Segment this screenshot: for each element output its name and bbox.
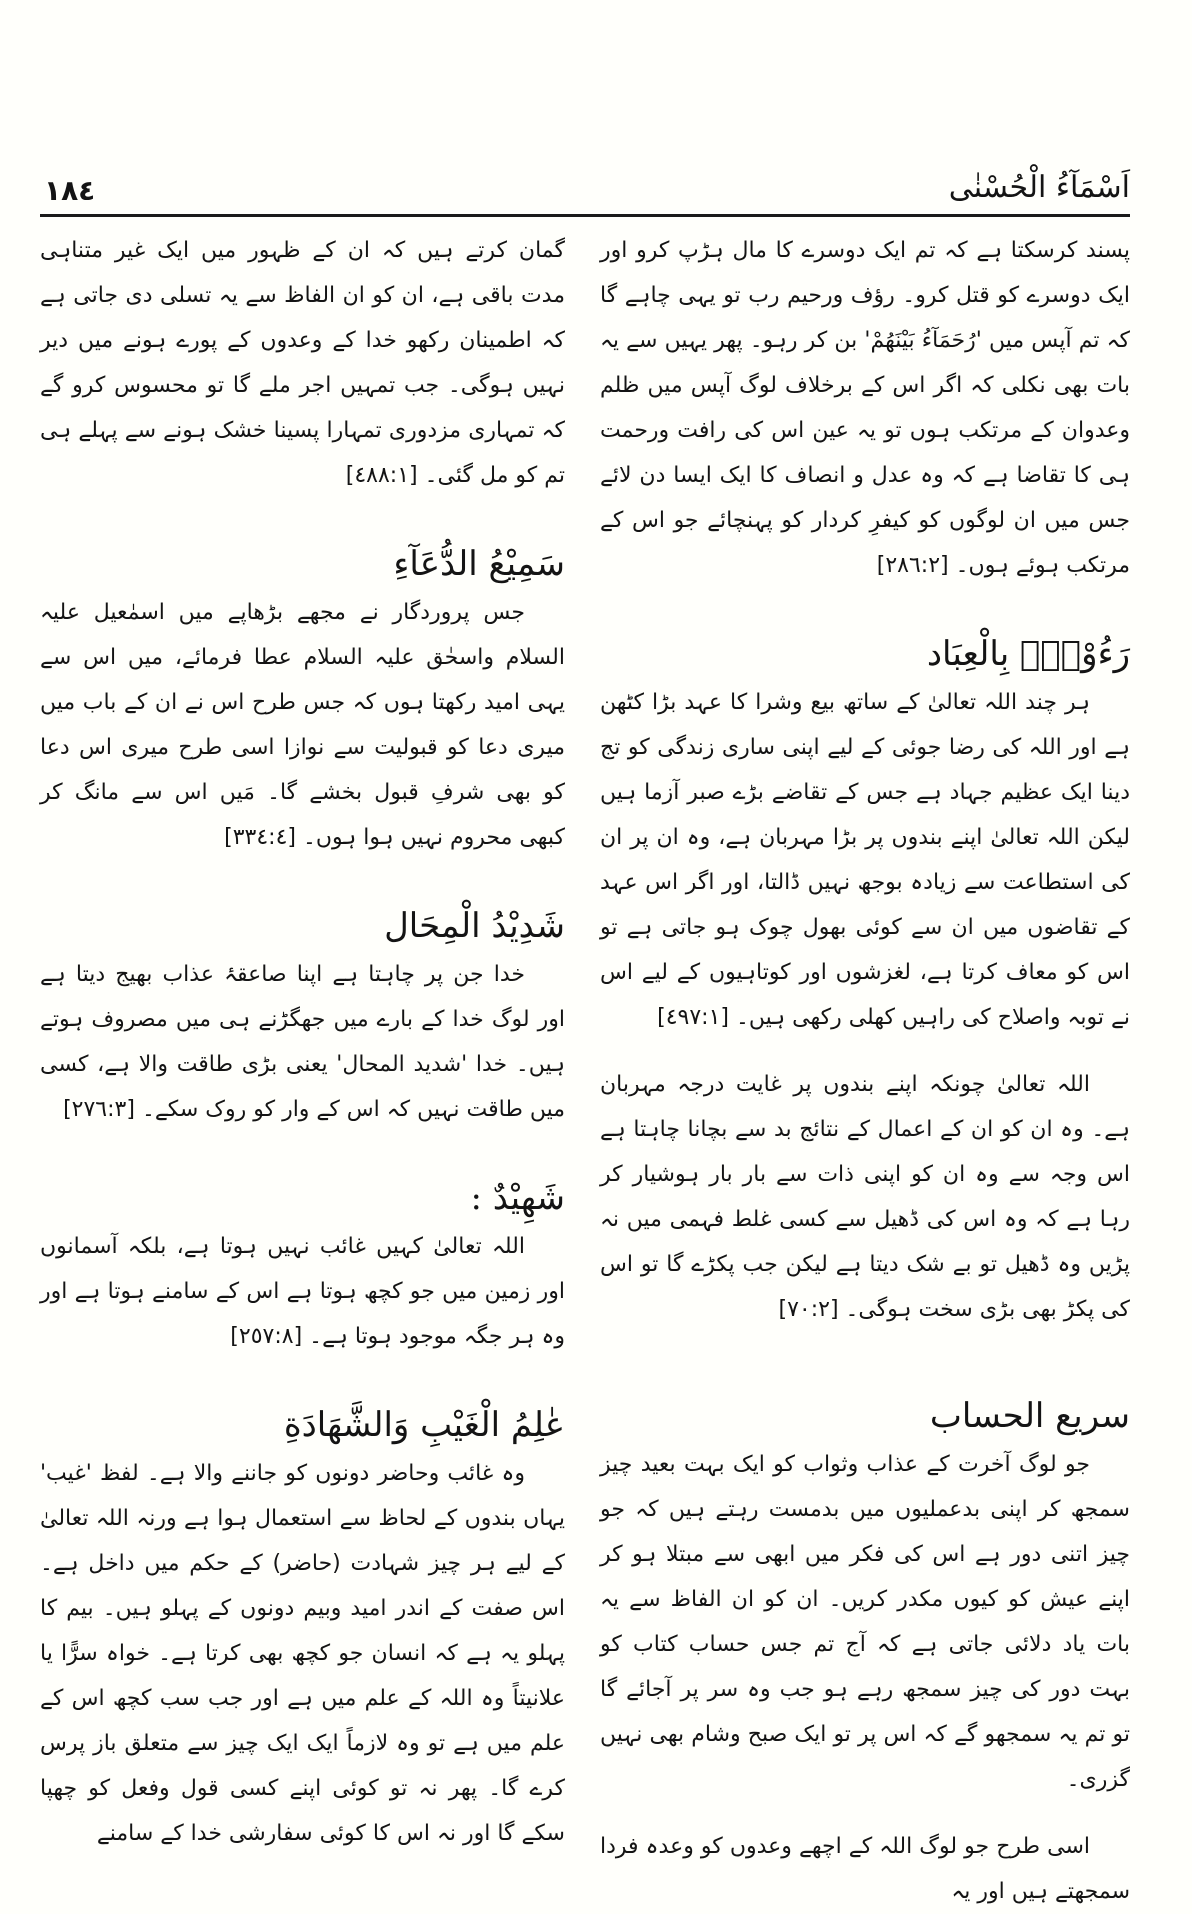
paragraph-text: اللہ تعالیٰ چونکہ اپنے بندوں پر غایت درجہ مہربان ہے۔ وہ ان کو ان کے اعمال کے نتائج بد سے بچانا چاہتا ہے اس وجہ سے وہ ان کو اپنی ذات سے بار بار ہوشیار کر رہا ہے کہ وہ اس کی ڈھیل سے کسی غلط فہمی میں نہ پڑیں وہ ڈھیل تو بے شک دیتا ہے لیکن جب پکڑے گا تو اس کی پکڑ بھی بڑی سخت ہوگی۔ — [600, 1072, 1130, 1322]
verse-reference: [٢٥٧:٨] — [230, 1324, 303, 1349]
section-heading: شَهِيْدٌ : — [470, 1178, 565, 1218]
paragraph — [40, 228, 565, 498]
paragraph-text: پسند کرسکتا ہے کہ تم ایک دوسرے کا مال ہڑپ کرو اور ایک دوسرے کو قتل کرو۔ رؤف ورحیم رب تو یہی چاہے گا کہ تم آپس میں 'رُحَمَآءُ بَیْنَھُمْ' بن کر رہو۔ پھر یہیں سے یہ بات بھی نکلی کہ اگر اس کے برخلاف لوگ آپس میں ظلم وعدوان کے مرتکب ہوں تو یہ عین اس کی رافت ورحمت ہی کا تقاضا ہے کہ وہ عدل و انصاف کا ایک ایسا دن لائے جس میں ان لوگوں کو کیفرِ کردار کو پہنچائے جو اس کے مرتکب ہوئے ہوں۔ — [600, 238, 1130, 578]
section-heading: سریع الحساب — [929, 1396, 1130, 1436]
paragraph-text: گمان کرتے ہیں کہ ان کے ظہور میں ایک غیر متناہی مدت باقی ہے، ان کو ان الفاظ سے یہ تسلی دی جاتی ہے کہ اطمینان رکھو خدا کے وعدوں کے پورے ہونے میں دیر نہیں ہوگی۔ جب تمہیں اجر ملے گا تو محسوس کرو گے کہ تمہاری مزدوری تمہارا پسینا خشک ہونے سے پہلے ہی تم کو مل گئی۔ — [40, 238, 565, 488]
page-header — [40, 160, 1130, 217]
paragraph: اسی طرح جو لوگ اللہ کے اچھے وعدوں کو وعدہ فردا سمجھتے ہیں اور یہ — [600, 1834, 1130, 1904]
page-number: ١٨٤ — [44, 174, 96, 207]
section-heading: شَدِيْدُ الْمِحَال — [384, 906, 565, 946]
paragraph — [600, 1062, 1130, 1332]
paragraph — [600, 680, 1130, 1040]
verse-reference: [٤٨٨:١] — [345, 463, 418, 488]
paragraph — [600, 228, 1130, 588]
section-heading: رَءُوْفٌۢ بِالْعِبَاد — [926, 634, 1130, 674]
paragraph-text: جس پروردگار نے مجھے بڑھاپے میں اسمٰعیل علیہ السلام واسحٰق علیہ السلام عطا فرمائے، میں اس سے یہی امید رکھتا ہوں کہ جس طرح اس نے ان کے باب میں میری دعا کو قبولیت سے نوازا اسی طرح میری اس دعا کو بھی شرفِ قبول بخشے گا۔ مَیں اس سے مانگ کر کبھی محروم نہیں ہوا ہوں۔ — [40, 600, 565, 850]
verse-reference: [٤٩٧:١] — [657, 1005, 729, 1030]
paragraph-text: ہر چند اللہ تعالیٰ کے ساتھ بیع وشرا کا عہد بڑا کٹھن ہے اور اللہ کی رضا جوئی کے لیے اپنی ساری زندگی کو تج دینا ایک عظیم جہاد ہے جس کے تقاضے بڑے صبر آزما ہیں لیکن اللہ تعالیٰ اپنے بندوں پر بڑا مہربان ہے، وہ ان پر ان کی استطاعت سے زیادہ بوجھ نہیں ڈالتا، اور اگر اس عہد کے تقاضوں میں ان سے کوئی بھول چوک ہو جاتی ہے تو اس کو معاف کرتا ہے، لغزشوں اور کوتاہیوں کے لیے اس نے توبہ واصلاح کی راہیں کھلی رکھی ہیں۔ — [600, 690, 1130, 1030]
verse-reference: [٣٣٤:٤] — [224, 825, 296, 850]
paragraph — [40, 1224, 565, 1359]
paragraph: جو لوگ آخرت کے عذاب وثواب کو ایک بہت بعید چیز سمجھ کر اپنی بدعملیوں میں بدمست رہتے ہیں کہ جو چیز اتنی دور ہے اس کی فکر میں ابھی سے مبتلا ہو کر اپنے عیش کو کیوں مکدر کریں۔ ان کو ان الفاظ سے یہ بات یاد دلائی جاتی ہے کہ آج تم جس حساب کتاب کو بہت دور کی چیز سمجھ رہے ہو جب وہ سر پر آجائے گا تو تم یہ سمجھو گے کہ اس پر تو ایک صبح وشام بھی نہیں گزری۔ — [600, 1452, 1130, 1792]
verse-reference: [٧٠:٢] — [778, 1297, 839, 1322]
paragraph: وہ غائب وحاضر دونوں کو جاننے والا ہے۔ لفظ 'غیب' یہاں بندوں کے لحاظ سے استعمال ہوا ہے ورنہ اللہ تعالیٰ کے لیے ہر چیز شہادت (حاضر) کے حکم میں داخل ہے۔ اس صفت کے اندر امید وبیم دونوں کے پہلو ہیں۔ بیم کا پہلو یہ ہے کہ انسان جو کچھ بھی کرتا ہے۔ خواہ سرًّا یا علانیتاً وہ اللہ کے علم میں ہے اور جب سب کچھ اس کے علم میں ہے تو وہ لازماً ایک ایک چیز سے متعلق باز پرس کرے گا۔ پھر نہ تو کوئی اپنے کسی قول وفعل کو چھپا سکے گا اور نہ اس کا کوئی سفارشی خدا کے سامنے — [40, 1461, 565, 1846]
verse-reference: [٢٨٦:٢] — [876, 553, 949, 578]
section-heading: عٰلِمُ الْغَيْبِ وَالشَّهَادَةِ — [283, 1405, 565, 1445]
paragraph — [40, 590, 565, 860]
right-column — [600, 228, 1130, 1914]
left-column — [40, 228, 565, 1856]
paragraph-text: خدا جن پر چاہتا ہے اپنا صاعقۂ عذاب بھیج دیتا ہے اور لوگ خدا کے بارے میں جھگڑنے ہی میں مصروف ہوتے ہیں۔ خدا 'شدید المحال' یعنی بڑی طاقت والا ہے، کسی میں طاقت نہیں کہ اس کے وار کو روک سکے۔ — [40, 962, 565, 1122]
section-heading: سَمِيْعُ الدُّعَآءِ — [393, 544, 565, 584]
paragraph-text: اللہ تعالیٰ کہیں غائب نہیں ہوتا ہے، بلکہ آسمانوں اور زمین میں جو کچھ ہوتا ہے اس کے سامنے ہوتا ہے اور وہ ہر جگہ موجود ہوتا ہے۔ — [40, 1234, 565, 1349]
paragraph — [40, 952, 565, 1132]
verse-reference: [٢٧٦:٣] — [63, 1097, 135, 1122]
running-title: اَسْمَآءُ الْحُسْنٰی — [948, 170, 1130, 205]
